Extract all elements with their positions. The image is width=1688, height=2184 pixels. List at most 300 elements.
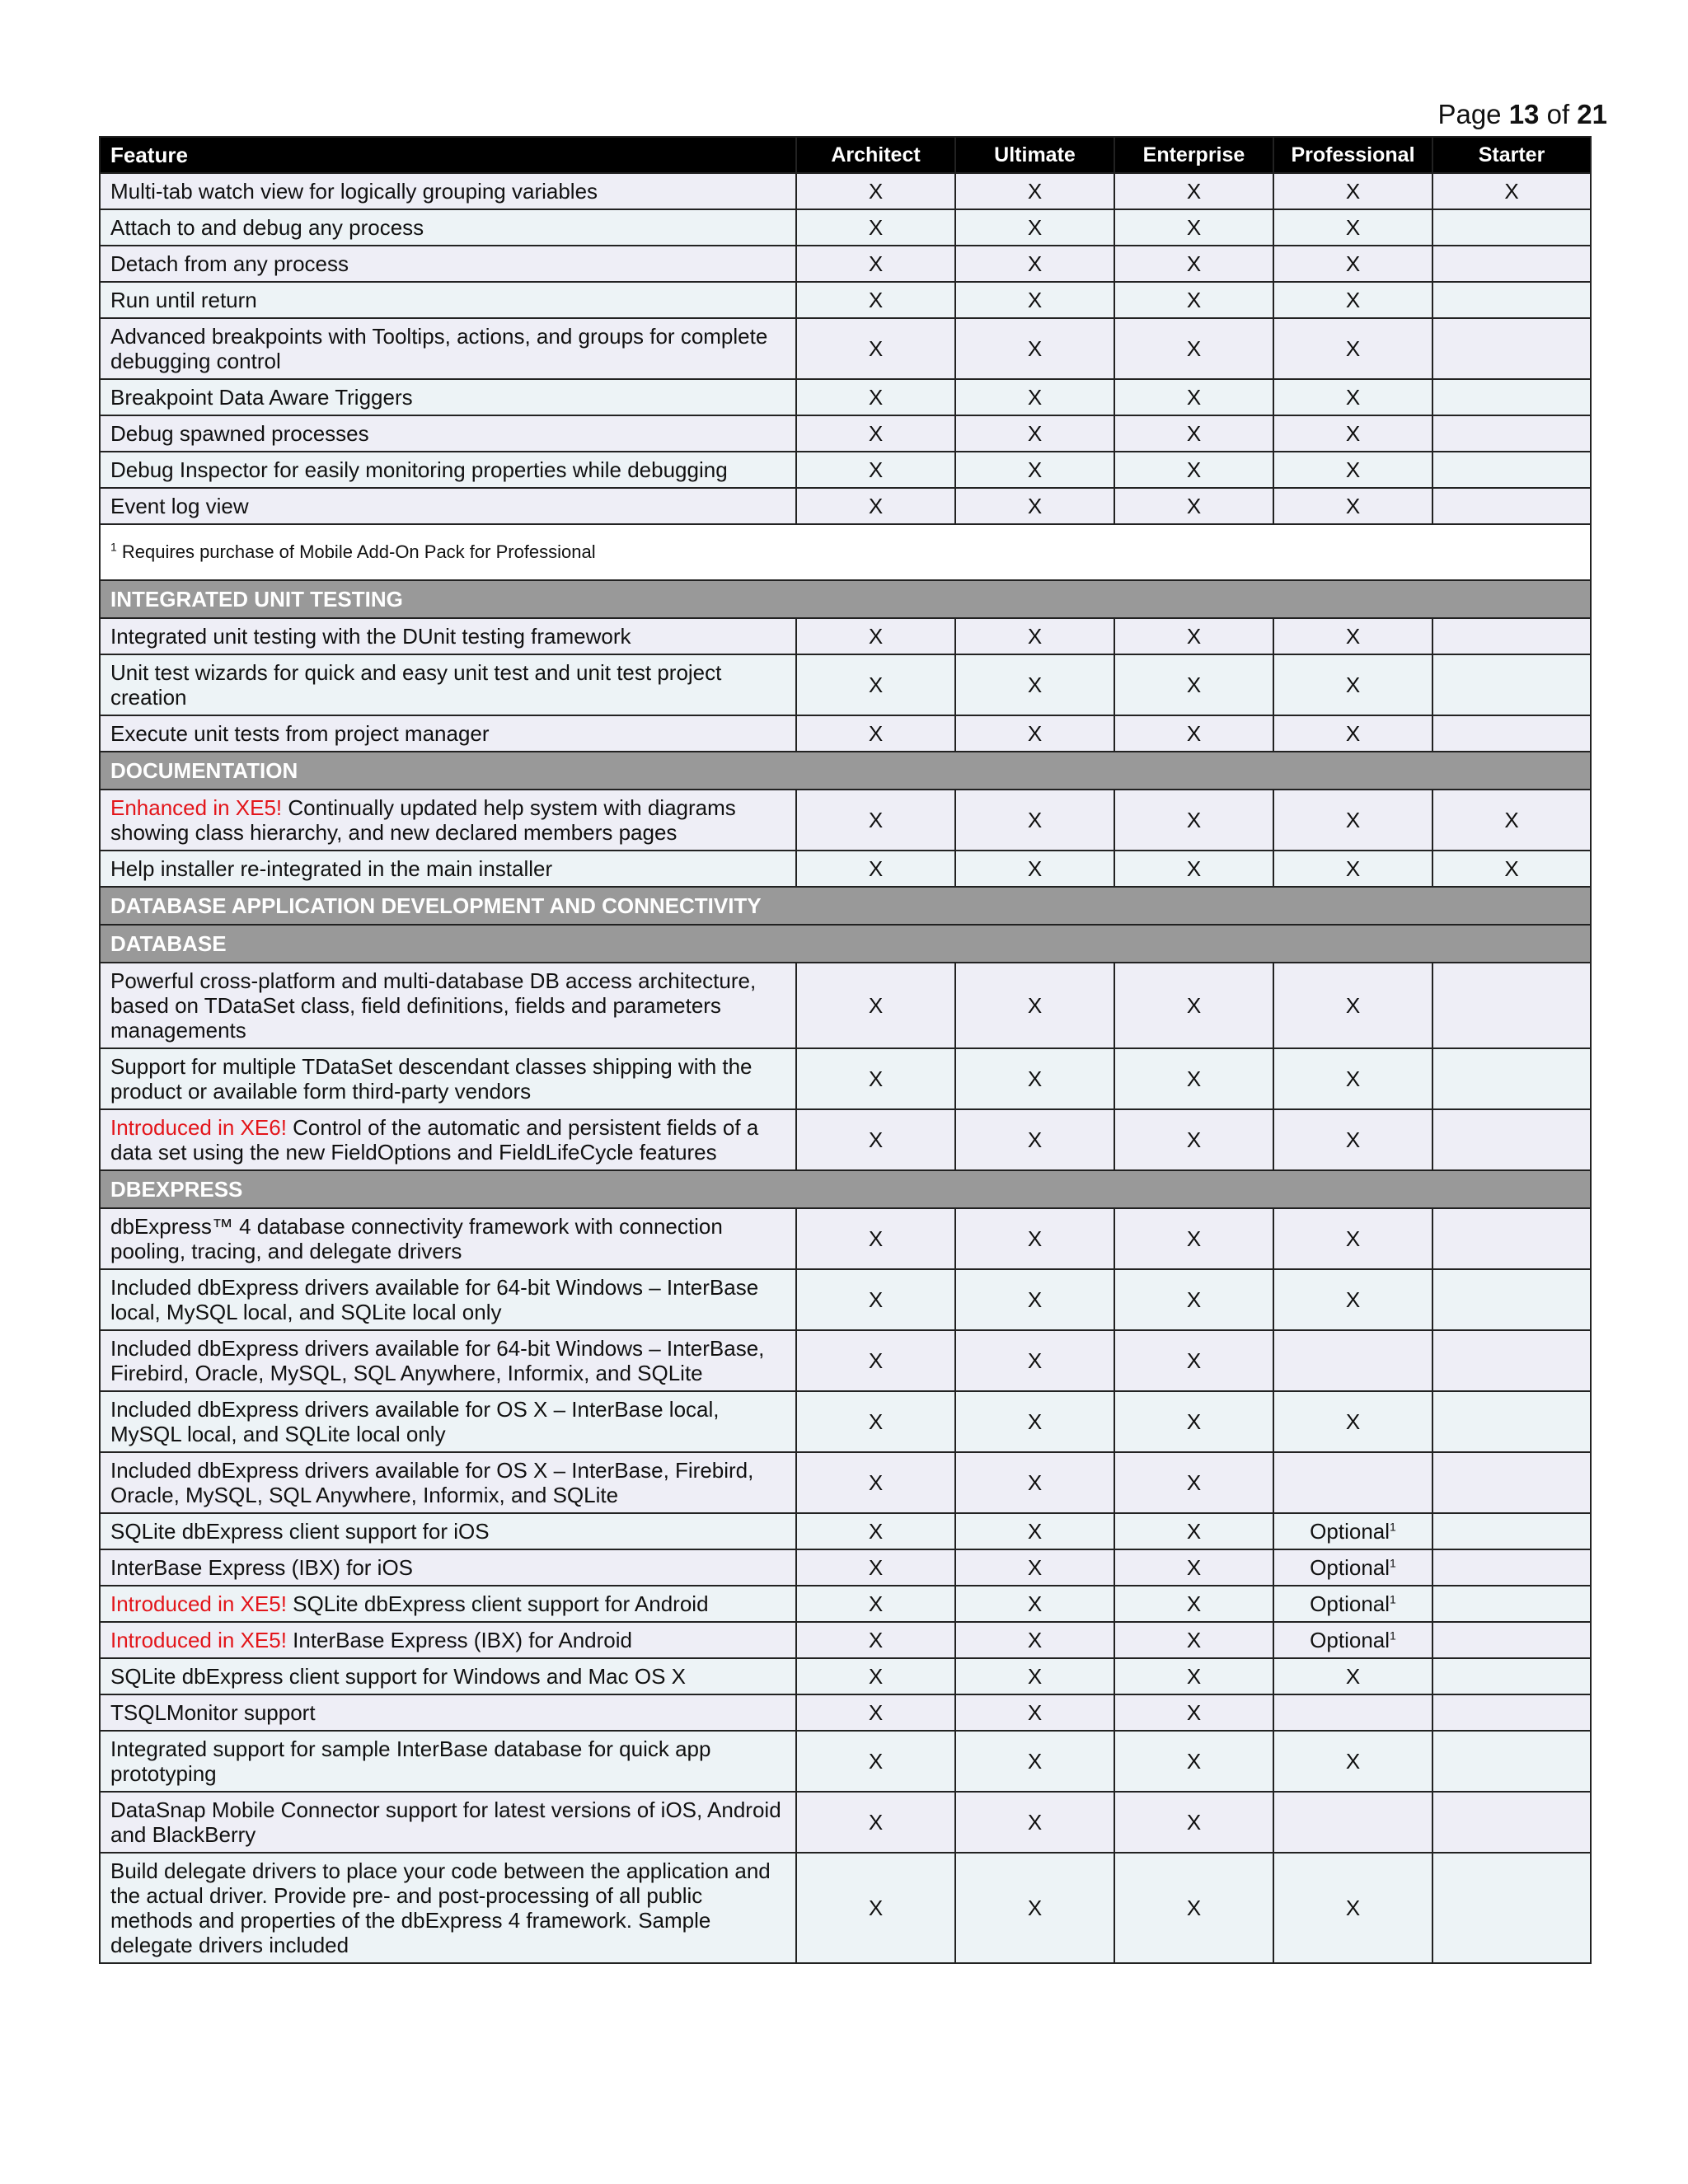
cell-ultimate xyxy=(955,1109,1114,1170)
cell-value: X xyxy=(868,1664,884,1689)
column-header-enterprise: Enterprise xyxy=(1114,137,1273,173)
cell-value: X xyxy=(1504,179,1519,204)
cell-ultimate xyxy=(955,173,1114,209)
cell-value: X xyxy=(1027,808,1043,832)
cell-enterprise xyxy=(1114,1208,1273,1269)
cell-value: X xyxy=(868,1628,884,1652)
table-row xyxy=(100,1792,1591,1853)
cell-architect xyxy=(796,1586,955,1622)
feature-cell xyxy=(100,318,796,379)
cell-value: X xyxy=(1186,1226,1202,1251)
cell-value: X xyxy=(1027,1066,1043,1091)
cell-starter xyxy=(1432,282,1591,318)
cell-enterprise xyxy=(1114,1513,1273,1549)
cell-enterprise xyxy=(1114,452,1273,488)
new-feature-tag: Enhanced in XE5! xyxy=(110,795,283,820)
cell-value: Optional xyxy=(1310,1628,1390,1652)
footnote-text: Requires purchase of Mobile Add-On Pack for Professional xyxy=(116,541,596,562)
cell-enterprise xyxy=(1114,851,1273,887)
footnote xyxy=(100,524,1591,580)
cell-starter xyxy=(1432,963,1591,1048)
cell-value: X xyxy=(1345,421,1361,446)
cell-enterprise xyxy=(1114,1694,1273,1731)
feature-text: Event log view xyxy=(110,494,249,518)
table-row xyxy=(100,282,1591,318)
cell-professional xyxy=(1273,1622,1432,1658)
feature-text: Breakpoint Data Aware Triggers xyxy=(110,385,413,410)
feature-cell xyxy=(100,790,796,851)
cell-value: X xyxy=(1027,1591,1043,1616)
cell-ultimate xyxy=(955,1694,1114,1731)
cell-ultimate xyxy=(955,488,1114,524)
cell-value: X xyxy=(1345,336,1361,361)
section-header-row xyxy=(100,580,1591,618)
feature-text: InterBase Express (IBX) for Android xyxy=(286,1628,632,1652)
cell-professional xyxy=(1273,1694,1432,1731)
table-row xyxy=(100,452,1591,488)
feature-text: SQLite dbExpress client support for Windows and Mac OS X xyxy=(110,1664,686,1689)
cell-professional xyxy=(1273,1391,1432,1452)
cell-value: X xyxy=(1345,1066,1361,1091)
cell-starter xyxy=(1432,318,1591,379)
cell-value: X xyxy=(868,673,884,697)
cell-value: X xyxy=(868,1066,884,1091)
cell-value: X xyxy=(868,457,884,482)
table-row xyxy=(100,1330,1591,1391)
cell-ultimate xyxy=(955,415,1114,452)
cell-professional xyxy=(1273,1452,1432,1513)
table-row xyxy=(100,1549,1591,1586)
cell-value: X xyxy=(868,1287,884,1312)
feature-cell xyxy=(100,282,796,318)
cell-ultimate xyxy=(955,715,1114,752)
cell-value: X xyxy=(1186,1127,1202,1152)
cell-architect xyxy=(796,452,955,488)
cell-ultimate xyxy=(955,1452,1114,1513)
cell-professional xyxy=(1273,1513,1432,1549)
cell-professional xyxy=(1273,715,1432,752)
feature-cell xyxy=(100,1549,796,1586)
table-row xyxy=(100,1048,1591,1109)
cell-starter xyxy=(1432,1452,1591,1513)
feature-cell xyxy=(100,1792,796,1853)
cell-enterprise xyxy=(1114,1792,1273,1853)
cell-enterprise xyxy=(1114,715,1273,752)
cell-value: X xyxy=(1027,215,1043,240)
cell-starter xyxy=(1432,1513,1591,1549)
feature-text: SQLite dbExpress client support for Android xyxy=(286,1591,709,1616)
cell-value: X xyxy=(1186,494,1202,518)
feature-text: Support for multiple TDataSet descendant classes shipping with the product or available form third-party vendors xyxy=(110,1054,753,1104)
cell-value: X xyxy=(1027,1749,1043,1774)
cell-starter xyxy=(1432,1853,1591,1963)
feature-text: Continually updated help system with diagrams showing class hierarchy, and new declared members pages xyxy=(110,795,736,845)
cell-architect xyxy=(796,1330,955,1391)
cell-value: X xyxy=(1027,624,1043,649)
cell-value: X xyxy=(868,993,884,1018)
cell-value: X xyxy=(1186,1409,1202,1434)
cell-professional xyxy=(1273,282,1432,318)
table-row xyxy=(100,851,1591,887)
cell-value: X xyxy=(1027,251,1043,276)
feature-text: Integrated unit testing with the DUnit testing framework xyxy=(110,624,631,649)
feature-cell xyxy=(100,379,796,415)
cell-value: X xyxy=(1186,288,1202,312)
cell-value: X xyxy=(1186,1810,1202,1835)
table-row xyxy=(100,1694,1591,1731)
cell-architect xyxy=(796,246,955,282)
feature-text: Advanced breakpoints with Tooltips, actions, and groups for complete debugging control xyxy=(110,324,768,373)
table-row xyxy=(100,618,1591,654)
cell-enterprise xyxy=(1114,1109,1273,1170)
table-row xyxy=(100,1391,1591,1452)
cell-enterprise xyxy=(1114,1853,1273,1963)
new-feature-tag: Introduced in XE5! xyxy=(110,1591,287,1616)
cell-value: X xyxy=(1186,673,1202,697)
cell-value: X xyxy=(1186,1591,1202,1616)
cell-enterprise xyxy=(1114,1391,1273,1452)
cell-starter xyxy=(1432,379,1591,415)
page-number: Page 13 of 21 xyxy=(1437,99,1607,129)
cell-value: X xyxy=(1345,251,1361,276)
cell-value: X xyxy=(1345,1749,1361,1774)
cell-enterprise xyxy=(1114,654,1273,715)
feature-cell xyxy=(100,963,796,1048)
cell-value: X xyxy=(1027,1409,1043,1434)
cell-value: X xyxy=(1345,288,1361,312)
cell-ultimate xyxy=(955,379,1114,415)
cell-value: X xyxy=(1027,421,1043,446)
cell-professional xyxy=(1273,1731,1432,1792)
cell-professional xyxy=(1273,1330,1432,1391)
cell-enterprise xyxy=(1114,790,1273,851)
cell-ultimate xyxy=(955,209,1114,246)
cell-value: X xyxy=(868,421,884,446)
table-row xyxy=(100,1269,1591,1330)
cell-value: X xyxy=(1186,1555,1202,1580)
cell-value: X xyxy=(1186,624,1202,649)
cell-value: X xyxy=(868,1700,884,1725)
cell-starter xyxy=(1432,1586,1591,1622)
feature-matrix-table xyxy=(99,136,1592,1964)
cell-starter xyxy=(1432,1109,1591,1170)
cell-starter xyxy=(1432,1391,1591,1452)
cell-architect xyxy=(796,1853,955,1963)
cell-professional xyxy=(1273,618,1432,654)
feature-text: Included dbExpress drivers available for OS X – InterBase local, MySQL local, and SQLite local only xyxy=(110,1397,720,1446)
cell-value: X xyxy=(1027,1810,1043,1835)
cell-ultimate xyxy=(955,1208,1114,1269)
feature-cell xyxy=(100,1109,796,1170)
cell-value: X xyxy=(1027,1226,1043,1251)
column-header-feature: Feature xyxy=(100,137,796,173)
cell-professional xyxy=(1273,1269,1432,1330)
feature-text: Multi-tab watch view for logically grouping variables xyxy=(110,179,598,204)
cell-enterprise xyxy=(1114,1658,1273,1694)
section-title: DATABASE xyxy=(100,925,1591,963)
cell-value: X xyxy=(1345,993,1361,1018)
cell-value: X xyxy=(1027,673,1043,697)
cell-starter xyxy=(1432,1622,1591,1658)
cell-enterprise xyxy=(1114,1586,1273,1622)
cell-professional xyxy=(1273,1208,1432,1269)
cell-enterprise xyxy=(1114,1452,1273,1513)
cell-ultimate xyxy=(955,618,1114,654)
cell-ultimate xyxy=(955,1391,1114,1452)
cell-architect xyxy=(796,282,955,318)
cell-value: X xyxy=(868,179,884,204)
cell-starter xyxy=(1432,173,1591,209)
cell-starter xyxy=(1432,1694,1591,1731)
feature-cell xyxy=(100,173,796,209)
feature-text: Powerful cross-platform and multi-database DB access architecture, based on TDataSet class, field definitions, fields and parameters managements xyxy=(110,968,757,1043)
cell-ultimate xyxy=(955,282,1114,318)
cell-value: X xyxy=(1027,385,1043,410)
cell-ultimate xyxy=(955,1549,1114,1586)
table-row xyxy=(100,173,1591,209)
feature-cell xyxy=(100,1452,796,1513)
cell-enterprise xyxy=(1114,173,1273,209)
feature-text: SQLite dbExpress client support for iOS xyxy=(110,1519,490,1544)
cell-ultimate xyxy=(955,1658,1114,1694)
cell-starter xyxy=(1432,1731,1591,1792)
cell-value: X xyxy=(1186,336,1202,361)
cell-value: X xyxy=(1345,1226,1361,1251)
cell-ultimate xyxy=(955,963,1114,1048)
feature-cell xyxy=(100,1513,796,1549)
section-title: INTEGRATED UNIT TESTING xyxy=(100,580,1591,618)
cell-value: X xyxy=(1027,1348,1043,1373)
cell-professional xyxy=(1273,1586,1432,1622)
cell-architect xyxy=(796,1208,955,1269)
cell-starter xyxy=(1432,618,1591,654)
feature-text: Detach from any process xyxy=(110,251,349,276)
cell-starter xyxy=(1432,1208,1591,1269)
cell-architect xyxy=(796,963,955,1048)
cell-enterprise xyxy=(1114,1549,1273,1586)
feature-text: Help installer re-integrated in the main installer xyxy=(110,856,553,881)
cell-value: X xyxy=(1027,494,1043,518)
cell-value: X xyxy=(868,721,884,746)
cell-ultimate xyxy=(955,1513,1114,1549)
table-row xyxy=(100,1208,1591,1269)
cell-value: X xyxy=(1186,1470,1202,1495)
table-row xyxy=(100,1731,1591,1792)
cell-value: X xyxy=(1186,421,1202,446)
cell-value: X xyxy=(1186,1287,1202,1312)
cell-architect xyxy=(796,790,955,851)
cell-value: X xyxy=(1027,1896,1043,1920)
cell-value: X xyxy=(1027,1519,1043,1544)
cell-value: X xyxy=(868,624,884,649)
cell-value: X xyxy=(1027,1555,1043,1580)
cell-enterprise xyxy=(1114,379,1273,415)
cell-value: Optional xyxy=(1310,1555,1390,1580)
cell-value: X xyxy=(1345,721,1361,746)
cell-value: X xyxy=(1186,385,1202,410)
footnote-marker: 1 xyxy=(1390,1556,1396,1570)
feature-text: Debug spawned processes xyxy=(110,421,369,446)
cell-value: X xyxy=(1027,1127,1043,1152)
table-row xyxy=(100,246,1591,282)
column-header-professional: Professional xyxy=(1273,137,1432,173)
cell-value: X xyxy=(1186,721,1202,746)
cell-value: X xyxy=(1186,251,1202,276)
cell-enterprise xyxy=(1114,618,1273,654)
cell-value: X xyxy=(868,1555,884,1580)
cell-value: X xyxy=(1186,856,1202,881)
cell-ultimate xyxy=(955,1731,1114,1792)
cell-value: X xyxy=(1345,856,1361,881)
cell-value: X xyxy=(1027,1287,1043,1312)
table-row xyxy=(100,1452,1591,1513)
feature-text: Build delegate drivers to place your code between the application and the actual driver. Provide pre- and post-processing of all public methods and properties of the dbExpress 4 framework. Sample delegate drivers included xyxy=(110,1858,771,1957)
feature-cell xyxy=(100,246,796,282)
cell-value: X xyxy=(1345,673,1361,697)
cell-value: X xyxy=(1504,856,1519,881)
feature-text: Unit test wizards for quick and easy unit test and unit test project creation xyxy=(110,660,722,710)
cell-ultimate xyxy=(955,654,1114,715)
cell-starter xyxy=(1432,1269,1591,1330)
feature-text: Included dbExpress drivers available for 64-bit Windows – InterBase, Firebird, Oracle, MySQL, SQL Anywhere, Informix, and SQLite xyxy=(110,1336,765,1385)
cell-architect xyxy=(796,1622,955,1658)
cell-value: X xyxy=(1027,856,1043,881)
cell-starter xyxy=(1432,415,1591,452)
cell-architect xyxy=(796,379,955,415)
cell-enterprise xyxy=(1114,1269,1273,1330)
feature-cell xyxy=(100,1694,796,1731)
cell-professional xyxy=(1273,1792,1432,1853)
cell-value: X xyxy=(868,1749,884,1774)
footnote-marker: 1 xyxy=(1390,1629,1396,1643)
cell-ultimate xyxy=(955,1792,1114,1853)
cell-professional xyxy=(1273,1109,1432,1170)
section-header-row xyxy=(100,887,1591,925)
cell-starter xyxy=(1432,851,1591,887)
cell-ultimate xyxy=(955,1048,1114,1109)
feature-cell xyxy=(100,415,796,452)
cell-architect xyxy=(796,173,955,209)
cell-architect xyxy=(796,1792,955,1853)
table-row xyxy=(100,1586,1591,1622)
cell-value: X xyxy=(1345,1287,1361,1312)
cell-ultimate xyxy=(955,1330,1114,1391)
feature-cell xyxy=(100,654,796,715)
cell-value: X xyxy=(1186,1749,1202,1774)
cell-enterprise xyxy=(1114,1731,1273,1792)
cell-professional xyxy=(1273,488,1432,524)
table-row xyxy=(100,209,1591,246)
cell-architect xyxy=(796,415,955,452)
cell-professional xyxy=(1273,1658,1432,1694)
cell-professional xyxy=(1273,790,1432,851)
cell-value: X xyxy=(1186,1628,1202,1652)
cell-value: X xyxy=(868,1226,884,1251)
cell-value: X xyxy=(1345,1127,1361,1152)
cell-value: X xyxy=(868,1409,884,1434)
cell-value: X xyxy=(1345,808,1361,832)
cell-starter xyxy=(1432,1792,1591,1853)
cell-starter xyxy=(1432,1048,1591,1109)
cell-ultimate xyxy=(955,790,1114,851)
section-title: DBEXPRESS xyxy=(100,1170,1591,1208)
cell-enterprise xyxy=(1114,1330,1273,1391)
cell-value: X xyxy=(1345,1664,1361,1689)
table-row xyxy=(100,715,1591,752)
footnote-row xyxy=(100,524,1591,580)
cell-value: X xyxy=(1027,1664,1043,1689)
table-row xyxy=(100,488,1591,524)
cell-ultimate xyxy=(955,318,1114,379)
cell-professional xyxy=(1273,379,1432,415)
new-feature-tag: Introduced in XE6! xyxy=(110,1115,287,1140)
feature-text: Control of the automatic and persistent fields of a data set using the new FieldOptions and FieldLifeCycle features xyxy=(110,1115,759,1165)
feature-text: Included dbExpress drivers available for OS X – InterBase, Firebird, Oracle, MySQL, SQL Anywhere, Informix, and SQLite xyxy=(110,1458,754,1507)
cell-value: X xyxy=(868,1810,884,1835)
cell-architect xyxy=(796,1731,955,1792)
cell-enterprise xyxy=(1114,246,1273,282)
table-row xyxy=(100,1109,1591,1170)
feature-text: Attach to and debug any process xyxy=(110,215,424,240)
feature-cell xyxy=(100,618,796,654)
feature-cell xyxy=(100,452,796,488)
cell-ultimate xyxy=(955,1269,1114,1330)
cell-value: X xyxy=(868,856,884,881)
column-header-ultimate: Ultimate xyxy=(955,137,1114,173)
cell-professional xyxy=(1273,415,1432,452)
cell-ultimate xyxy=(955,1853,1114,1963)
feature-cell xyxy=(100,1586,796,1622)
cell-ultimate xyxy=(955,1586,1114,1622)
cell-value: X xyxy=(1186,993,1202,1018)
cell-architect xyxy=(796,1694,955,1731)
cell-value: X xyxy=(1027,179,1043,204)
cell-value: X xyxy=(1027,1700,1043,1725)
feature-cell xyxy=(100,1391,796,1452)
feature-text: Run until return xyxy=(110,288,257,312)
cell-starter xyxy=(1432,1658,1591,1694)
feature-cell xyxy=(100,1658,796,1694)
feature-text: dbExpress™ 4 database connectivity framework with connection pooling, tracing, and delegate drivers xyxy=(110,1214,723,1263)
cell-architect xyxy=(796,488,955,524)
cell-enterprise xyxy=(1114,1622,1273,1658)
cell-ultimate xyxy=(955,452,1114,488)
table-row xyxy=(100,963,1591,1048)
cell-enterprise xyxy=(1114,488,1273,524)
cell-value: X xyxy=(1186,1066,1202,1091)
cell-architect xyxy=(796,654,955,715)
cell-value: X xyxy=(1186,1664,1202,1689)
cell-architect xyxy=(796,851,955,887)
cell-value: X xyxy=(1186,808,1202,832)
feature-text: TSQLMonitor support xyxy=(110,1700,316,1725)
cell-value: X xyxy=(1345,385,1361,410)
feature-text: Execute unit tests from project manager xyxy=(110,721,490,746)
cell-architect xyxy=(796,1391,955,1452)
footnote-marker: 1 xyxy=(1390,1520,1396,1534)
cell-starter xyxy=(1432,1549,1591,1586)
table-row xyxy=(100,1658,1591,1694)
cell-starter xyxy=(1432,790,1591,851)
cell-value: X xyxy=(868,336,884,361)
cell-architect xyxy=(796,1549,955,1586)
cell-value: X xyxy=(868,288,884,312)
cell-value: X xyxy=(1027,288,1043,312)
cell-value: X xyxy=(1186,215,1202,240)
cell-value: X xyxy=(868,215,884,240)
feature-cell xyxy=(100,488,796,524)
feature-text: DataSnap Mobile Connector support for latest versions of iOS, Android and BlackBerry xyxy=(110,1797,781,1847)
